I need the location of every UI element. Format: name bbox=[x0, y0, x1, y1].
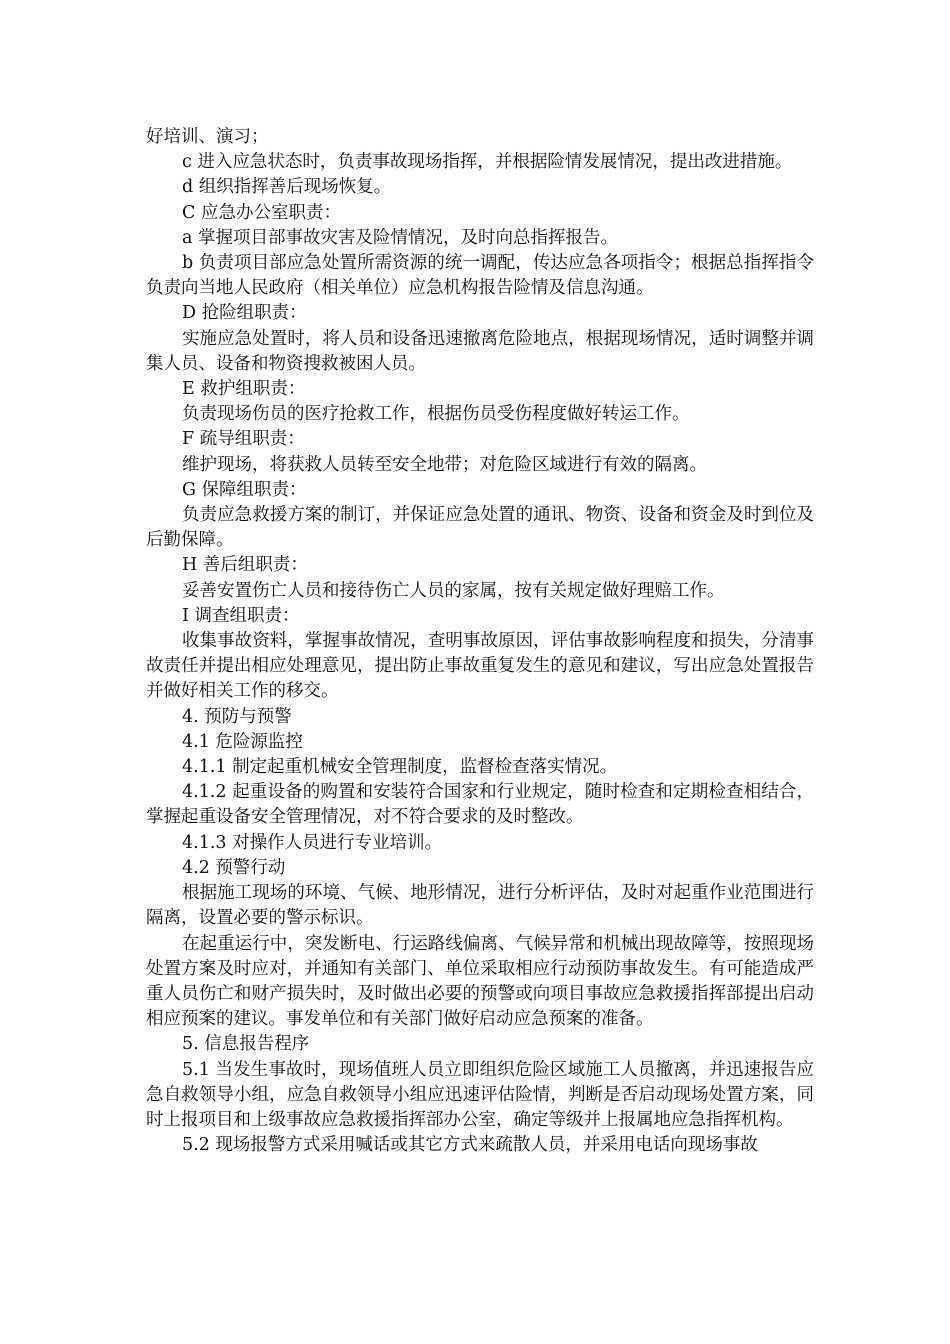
paragraph: a 掌握项目部事故灾害及险情情况，及时向总指挥报告。 bbox=[182, 227, 618, 248]
paragraph: 4.1.3 对操作人员进行专业培训。 bbox=[182, 832, 443, 853]
paragraph: d 组织指挥善后现场恢复。 bbox=[182, 177, 392, 198]
section-heading: F 疏导组职责： bbox=[182, 429, 305, 450]
section-heading: G 保障组职责： bbox=[182, 479, 307, 500]
paragraph: b 负责项目部应急处置所需资源的统一调配，传达应急各项指令；根据总指挥指令负责向当地人民政府（相关单位）应急机构报告险情及信息沟通。 bbox=[146, 253, 814, 299]
paragraph: 实施应急处置时，将人员和设备迅速撤离危险地点，根据现场情况，适时调整并调集人员、设备和物资搜救被困人员。 bbox=[146, 328, 814, 374]
paragraph: 根据施工现场的环境、气候、地形情况，进行分析评估，及时对起重作业范围进行隔离，设置必要的警示标识。 bbox=[146, 883, 814, 929]
paragraph: 4.1.1 制定起重机械安全管理制度，监督检查落实情况。 bbox=[182, 757, 618, 778]
section-heading: 5. 信息报告程序 bbox=[182, 1034, 310, 1055]
section-heading: I 调查组职责： bbox=[182, 605, 300, 626]
section-heading: 4.2 预警行动 bbox=[182, 857, 286, 878]
paragraph: 收集事故资料，掌握事故情况，查明事故原因，评估事故影响程度和损失，分清事故责任并提出相应处理意见，提出防止事故重复发生的意见和建议，写出应急处置报告并做好相关工作的移交。 bbox=[146, 631, 814, 702]
paragraph: 妥善安置伤亡人员和接待伤亡人员的家属，按有关规定做好理赔工作。 bbox=[182, 580, 725, 601]
paragraph: 5.2 现场报警方式采用喊话或其它方式来疏散人员，并采用电话向现场事故 bbox=[182, 1135, 758, 1156]
paragraph: 4.1.2 起重设备的购置和安装符合国家和行业规定，随时检查和定期检查相结合，掌握起重设备安全管理情况，对不符合要求的及时整改。 bbox=[146, 782, 814, 828]
section-heading: D 抢险组职责： bbox=[182, 303, 307, 324]
section-heading: C 应急办公室职责： bbox=[182, 202, 341, 223]
paragraph: 负责应急救援方案的制订，并保证应急处置的通讯、物资、设备和资金及时到位及后勤保障。 bbox=[146, 505, 814, 551]
section-heading: 4. 预防与预警 bbox=[182, 706, 292, 727]
section-heading: H 善后组职责： bbox=[182, 555, 308, 576]
paragraph: 维护现场，将获救人员转至安全地带；对危险区域进行有效的隔离。 bbox=[182, 454, 707, 475]
section-heading: 4.1 危险源监控 bbox=[182, 731, 303, 752]
paragraph: 好培训、演习； bbox=[146, 127, 269, 147]
section-heading: E 救护组职责： bbox=[182, 379, 306, 400]
paragraph: 5.1 当发生事故时，现场值班人员立即组织危险区域施工人员撤离，并迅速报告应急自救领导小组，应急自救领导小组应迅速评估险情，判断是否启动现场处置方案，同时上报项目和上级事故应急救援指挥部办公室，确定等级并上报属地应急指挥机构。 bbox=[146, 1059, 814, 1130]
paragraph: 负责现场伤员的医疗抢救工作，根据伤员受伤程度做好转运工作。 bbox=[182, 404, 690, 425]
document-body bbox=[146, 125, 814, 1158]
paragraph: 在起重运行中，突发断电、行运路线偏离、气候异常和机械出现故障等，按照现场处置方案及时应对，并通知有关部门、单位采取相应行动预防事故发生。有可能造成严重人员伤亡和财产损失时，及时做出必要的预警或向项目事故应急救援指挥部提出启动相应预案的建议。事发单位和有关部门做好启动应急预案的准备。 bbox=[146, 933, 814, 1030]
paragraph: c 进入应急状态时，负责事故现场指挥，并根据险情发展情况，提出改进措施。 bbox=[182, 152, 793, 173]
